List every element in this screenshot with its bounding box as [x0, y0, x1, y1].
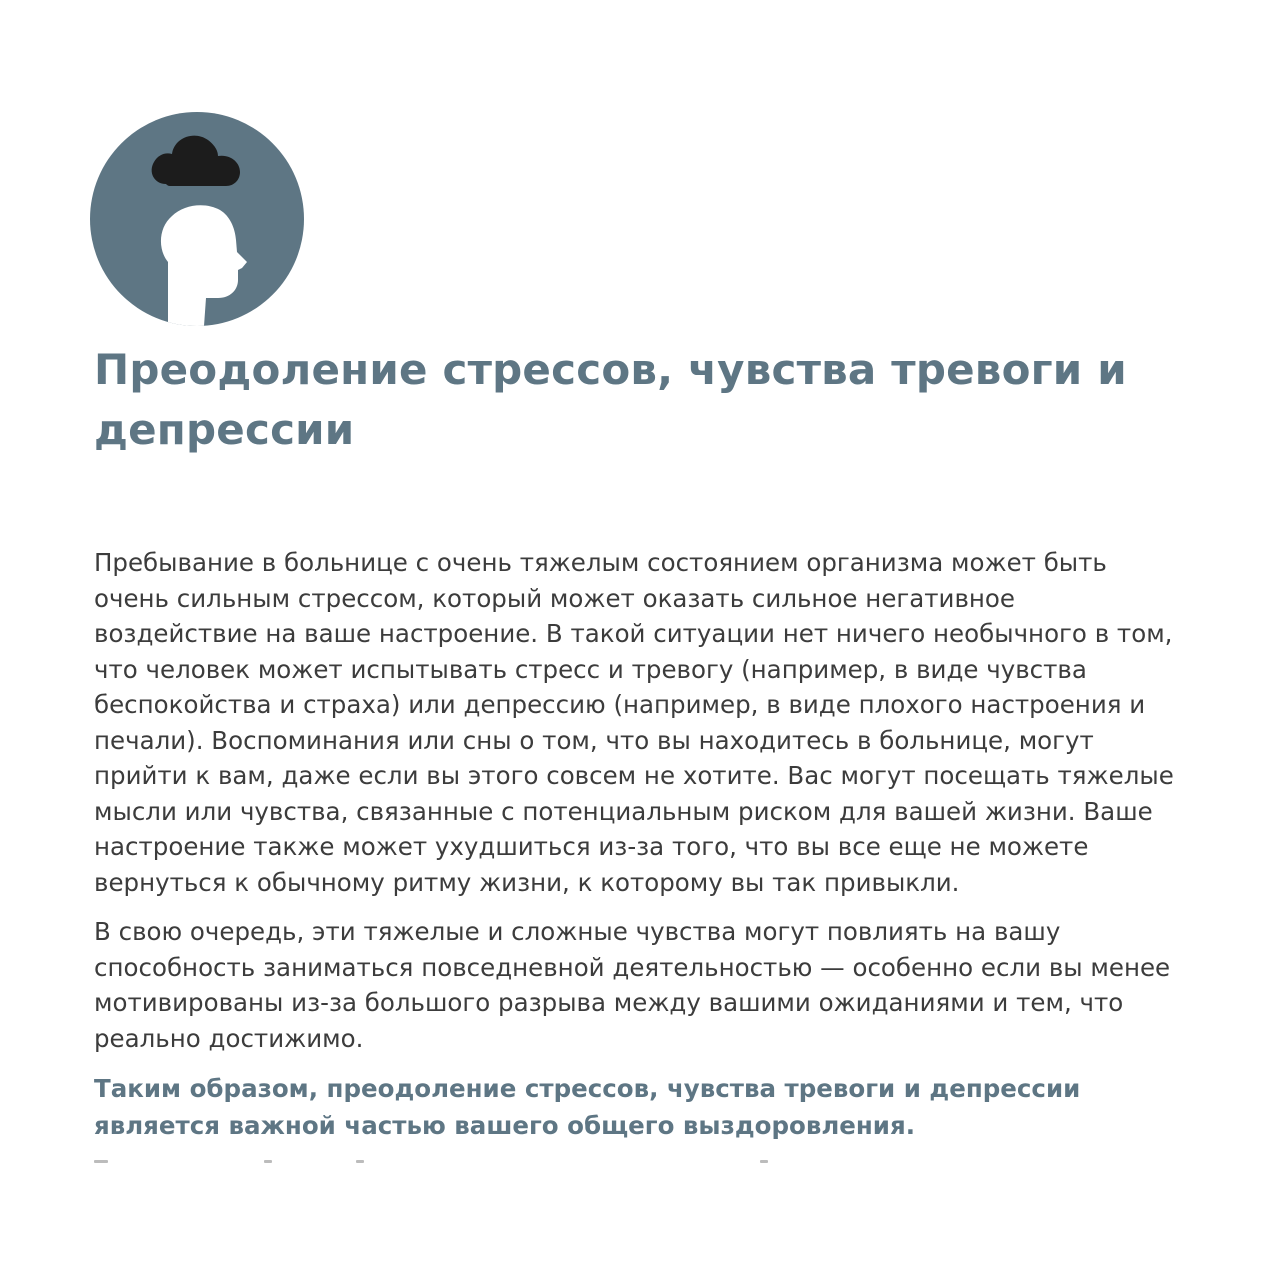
paragraph-daily-activity-impact: В свою очередь, эти тяжелые и сложные чувства могут повлиять на вашу способность заниматься повседневной деятельностью — особенно если вы менее мотивированы из-за большого разрыва между вашими ожиданиями и тем, что реально достижимо. — [94, 917, 1171, 1053]
head-with-cloud-icon — [90, 112, 304, 326]
paragraph-stress-description: Пребывание в больнице с очень тяжелым состоянием организма может быть очень сильным стрессом, который может оказать сильное негативное воздействие на ваше настроение. В такой ситуации нет ничего необычного в том, что человек может испытывать стресс и тревогу (например, в виде чувства беспокойства и страха) или депрессию (например, в виде плохого настроения и печали). Воспоминания или сны о том, что вы находитесь в больнице, могут прийти к вам, даже если вы этого совсем не хотите. Вас могут посещать тяжелые мысли или чувства, связанные с потенциальным риском для вашей жизни. Ваше настроение также может ухудшиться из-за того, что вы все еще не можете вернуться к обычному ритму жизни, к которому вы так привыкли. — [94, 548, 1174, 897]
cut-off-text-line — [94, 1160, 784, 1166]
emphasis-paragraph: Таким образом, преодоление стрессов, чувства тревоги и депрессии является важной частью вашего общего выздоровления. — [94, 1074, 1081, 1140]
article-body — [94, 545, 1179, 1158]
page-title: Преодоление стрессов, чувства тревоги и депрессии — [94, 345, 1127, 454]
